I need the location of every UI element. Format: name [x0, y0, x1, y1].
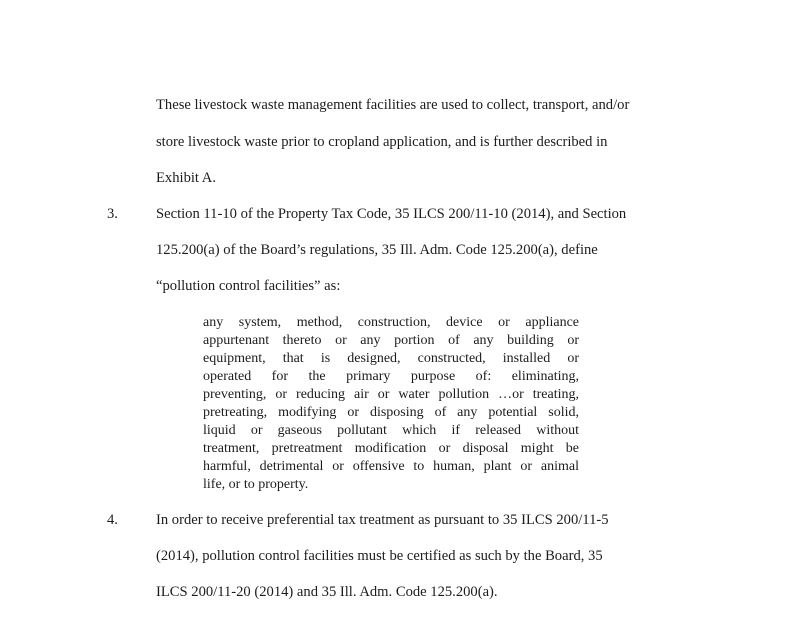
paragraph-3-number: 3. [107, 206, 118, 222]
paragraph-2-line-3: Exhibit A. [156, 170, 216, 186]
block-quote [203, 314, 579, 494]
paragraph-4-number: 4. [107, 512, 118, 528]
quote-line: liquid or gaseous pollutant which if released without [203, 423, 579, 438]
paragraph-3-line-1: Section 11-10 of the Property Tax Code, 35 ILCS 200/11-10 (2014), and Section [156, 206, 627, 222]
paragraph-2-line-2: store livestock waste prior to cropland application, and is further described in [156, 134, 608, 150]
paragraph-4-line-1: In order to receive preferential tax treatment as pursuant to 35 ILCS 200/11-5 [156, 512, 609, 528]
quote-line: appurtenant thereto or any portion of any building or [203, 333, 579, 348]
quote-line: pretreating, modifying or disposing of any potential solid, [203, 405, 579, 420]
quote-line: life, or to property. [203, 477, 309, 492]
quote-line: operated for the primary purpose of: eliminating, [203, 369, 579, 384]
quote-line: any system, method, construction, device or appliance [203, 315, 579, 330]
paragraph-2-line-1: These livestock waste management facilities are used to collect, transport, and/or [156, 97, 630, 113]
paragraph-3-line-3: “pollution control facilities” as: [156, 278, 341, 294]
quote-line: preventing, or reducing air or water pollution …or treating, [203, 387, 579, 402]
quote-line: treatment, pretreatment modification or disposal might be [203, 441, 579, 456]
quote-line: harmful, detrimental or offensive to human, plant or animal [203, 459, 579, 474]
quote-line: equipment, that is designed, constructed, installed or [203, 351, 579, 366]
paragraph-3-line-2: 125.200(a) of the Board’s regulations, 35 Ill. Adm. Code 125.200(a), define [156, 242, 598, 258]
paragraph-4-line-3: ILCS 200/11-20 (2014) and 35 Ill. Adm. Code 125.200(a). [156, 584, 498, 600]
paragraph-4-line-2: (2014), pollution control facilities must be certified as such by the Board, 35 [156, 548, 603, 564]
